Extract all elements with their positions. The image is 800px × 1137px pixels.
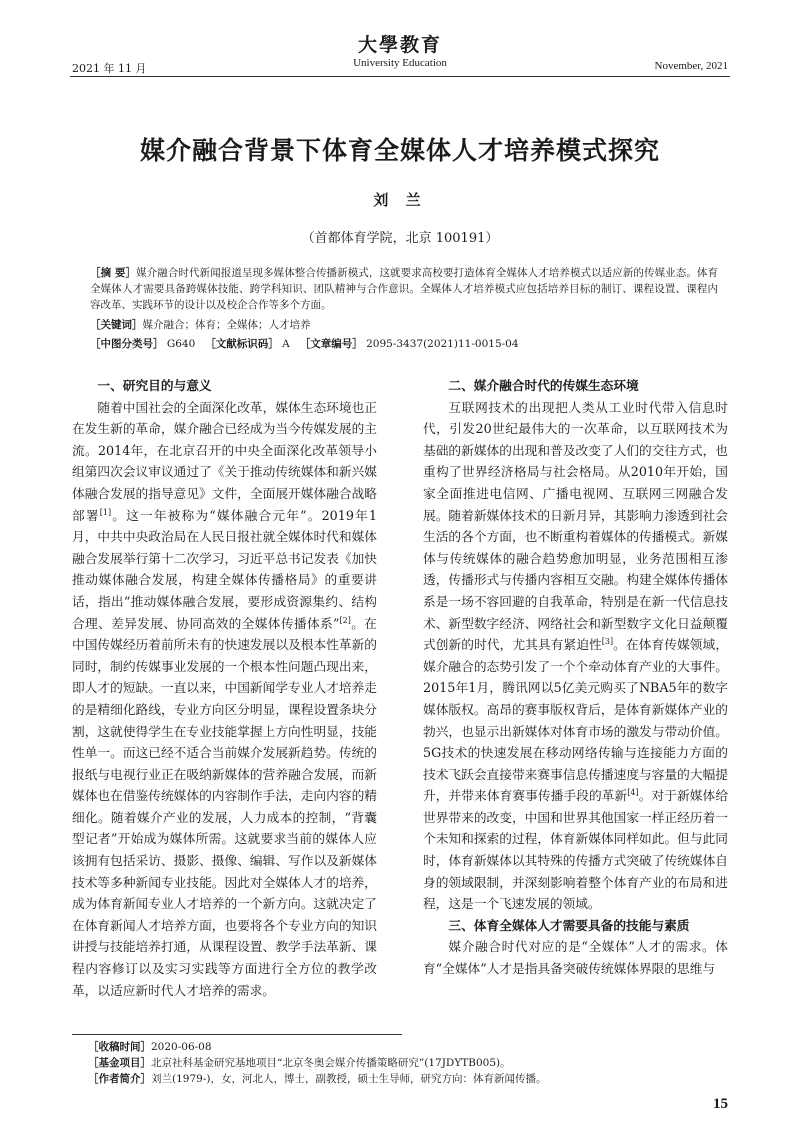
section-3-paragraph: 媒介融合时代对应的是“全媒体”人才的需求。体育“全媒体”人才是指具备突破传统媒体界限的思维与 xyxy=(423,939,728,977)
page-number: 15 xyxy=(713,1096,728,1112)
citation-3: [3] xyxy=(601,636,614,646)
journal-name: University Education xyxy=(353,57,447,69)
doc-code-tag: ［文献标识码］ xyxy=(205,338,279,350)
header-rule xyxy=(70,76,730,77)
body-column-right xyxy=(423,375,728,980)
abstract xyxy=(90,265,718,313)
body-column-left xyxy=(72,375,377,1001)
keywords xyxy=(90,317,718,333)
article-id-tag: ［文章编号］ xyxy=(299,338,363,350)
doc-code-value: A xyxy=(282,338,290,350)
citation-4: [4] xyxy=(627,788,639,798)
keywords-text: 媒介融合；体育；全媒体；人才培养 xyxy=(142,319,311,331)
section-2-paragraph: 互联网技术的出现把人类从工业时代带入信息时代，引发20世纪最伟大的一次革命，以互联网技术为基础的新媒体的出现和普及改变了人们的交往方式，也重构了世界经济格局与社会格局。从2010年开始，国家全面推进电信网、广播电视网、互联网三网融合发展。随着新媒体技术的日新月异，其影响力渗透到社会生活的各个方面，也不断重构着媒体的传播模式。新媒体与传统媒体的融合趋势愈加明显，业务范围相互渗透，传播形式与传播内容相互交融。构建全媒体传播体系是一场不容回避的自我革命，特别是在新一代信息技术、新型数字经济、网络社会和新型数字文化日益颠覆式创新的时代，尤其具有紧迫性[3]。在体育传媒领域，媒介融合的态势引发了一个个牵动体育产业的大事件。2015年1月，腾讯网以5亿美元购买了NBA5年的数字媒体版权。高昂的赛事版权背后，是体育新媒体产业的勃兴，也显示出新媒体对体育市场的激发与带动价值。5G技术的快速发展在移动网络传输与连接能力方面的技术飞跃会直接带来赛事信息传播速度与容量的大幅提升，并带来体育赛事传播手段的革新[4]。对于新媒体给世界带来的改变，中国和世界其他国家一样正经历着一个未知和探索的过程，体育新媒体同样如此。但与此同时，体育新媒体以其特殊的传播方式突破了传统媒体自身的领域限制，并深刻影响着整个体育产业的布局和进程，这是一个飞速发展的领域。 xyxy=(423,399,729,912)
article-title: 媒介融合背景下体育全媒体人才培养模式探究 xyxy=(139,136,660,165)
section-heading-3: 三、体育全媒体人才需要具备的技能与素质 xyxy=(448,917,690,933)
footnote-received: ［收稿时间］2020-06-08 xyxy=(88,1041,212,1053)
author-name: 刘 兰 xyxy=(373,191,427,209)
clc-tag: ［中图分类号］ xyxy=(90,338,164,350)
section-heading-1: 一、研究目的与意义 xyxy=(97,378,212,393)
issue-date-cn: 2021 年 11 月 xyxy=(72,62,147,75)
clc-value: G640 xyxy=(166,338,196,350)
abstract-tag: ［摘 要］ xyxy=(90,267,137,279)
citation-1: [1] xyxy=(99,507,112,517)
journal-logo: 大學教育 xyxy=(357,34,442,56)
footnote-fund: ［基金项目］北京社科基金研究基地项目“北京冬奥会媒介传播策略研究”(17JDYTB005)。 xyxy=(88,1057,511,1069)
keywords-tag: ［关键词］ xyxy=(90,319,143,331)
abstract-text: 媒介融合时代新闻报道呈现多媒体整合传播新模式，这就要求高校要打造体育全媒体人才培养模式以适应新的传媒业态。体育全媒体人才需要具备跨媒体技能、跨学科知识、团队精神与合作意识。全媒体人才培养模式应包括培养目标的制订、课程设置、课程内容改革、实践环节的设计以及校企合作等多个方面。 xyxy=(90,267,719,311)
footnote-rule xyxy=(72,1034,402,1035)
classification-line xyxy=(90,336,718,352)
footnote-author-bio: ［作者简介］刘兰(1979-)，女，河北人，博士，副教授，硕士生导师，研究方向：体育新闻传播。 xyxy=(88,1073,547,1085)
citation-2: [2] xyxy=(339,615,351,625)
section-1-paragraph: 随着中国社会的全面深化改革，媒体生态环境也正在发生新的革命，媒介融合已经成为当今传媒发展的主流。2014年，在北京召开的中央全面深化改革领导小组第四次会议审议通过了《关于推动传统媒体和新兴媒体融合发展的指导意见》文件，全面展开媒体融合战略部署[1]。这一年被称为“媒体融合元年”。2019年1月，中共中央政治局在人民日报社就全媒体时代和媒体融合发展举行第十二次学习，习近平总书记发表《加快推动媒体融合发展，构建全媒体传播格局》的重要讲话，指出“推动媒体融合发展，要形成资源集约、结构合理、差异发展、协同高效的全媒体传播体系”[2]。在中国传媒经历着前所未有的快速发展以及根本性革新的同时，制约传媒事业发展的一个根本性问题凸现出来，即人才的短缺。一直以来，中国新闻学专业人才培养走的是精细化路线，专业方向区分明显，课程设置条块分割，这就使得学生在专业技能掌握上方向性明显，技能性单一。而这已经不适合当前媒介发展新趋势。传统的报纸与电视行业正在吸纳新媒体的营养融合发展，而新媒体也在借鉴传统媒体的内容制作手法，走向内容的精细化。随着媒介产业的发展，人力成本的控制，“背囊型记者”开始成为媒体所需。这就要求当前的媒体人应该拥有包括采访、摄影、摄像、编辑、写作以及新媒体技术等多种新闻专业技能。因此对全媒体人才的培养，成为体育新闻专业人才培养的一个新方向。这就决定了在体育新闻人才培养方面，也要将各个专业方向的知识讲授与技能培养打通，从课程设置、教学手法革新、课程内容修订以及实习实践等方面进行全方位的教学改革，以适应新时代人才培养的需求。 xyxy=(72,399,378,998)
issue-date-en: November, 2021 xyxy=(654,60,728,72)
article-id-value: 2095-3437(2021)11-0015-04 xyxy=(366,338,519,350)
author-affiliation: （首都体育学院，北京 100191） xyxy=(301,231,499,246)
section-heading-2: 二、媒介融合时代的传媒生态环境 xyxy=(448,378,639,393)
